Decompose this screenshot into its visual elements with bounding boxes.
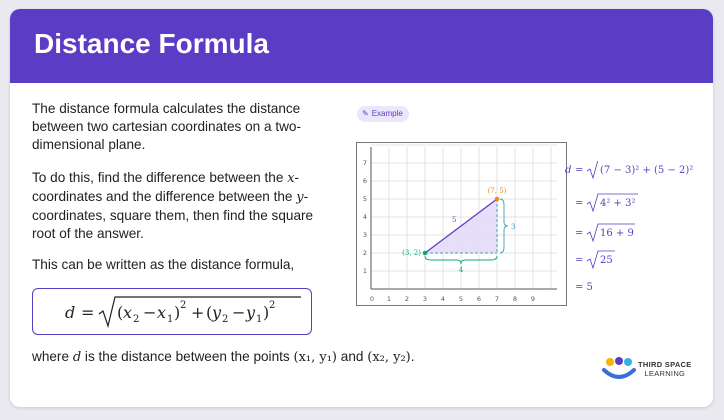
- method-text-a: To do this, find the difference between the: [32, 170, 288, 185]
- point-a-marker: [423, 251, 428, 256]
- coordinate-graph: [356, 142, 567, 306]
- formula-x2-sub: 2: [133, 314, 140, 325]
- third-space-logo-icon: [602, 356, 636, 382]
- example-badge-label: Example: [371, 109, 403, 118]
- x-tick-label: 8: [512, 295, 518, 303]
- y-tick-label: 1: [362, 267, 367, 275]
- step3-radicand: 16 + 9: [600, 228, 634, 239]
- intro-paragraph: The distance formula calculates the distance between two cartesian coordinates on a two-dimensional plane.: [32, 101, 302, 152]
- hypotenuse-length-label: 5: [452, 216, 457, 224]
- vertical-length-label: 3: [511, 223, 516, 231]
- step5-result: = 5: [575, 282, 593, 293]
- period-text: .: [410, 349, 415, 364]
- x-tick-label: 7: [494, 295, 500, 303]
- method-paragraph: [32, 169, 332, 243]
- x-tick-label: 2: [404, 295, 410, 303]
- point-2-notation: (x₂, y₂): [367, 350, 411, 365]
- step2-equals: =: [575, 198, 584, 209]
- y-variable: y: [296, 190, 304, 205]
- definition-sentence: [32, 349, 415, 365]
- step1-radicand: (7 − 3)² + (5 − 2)²: [600, 165, 694, 176]
- y-tick-label: 6: [362, 177, 367, 185]
- step1-d: d: [565, 165, 572, 176]
- x-tick-label: 4: [440, 295, 446, 303]
- step3-equals: =: [575, 228, 584, 239]
- logo-line-2: LEARNING: [644, 369, 686, 378]
- solution-steps: [565, 161, 713, 311]
- formula-square-1: 2: [180, 300, 187, 311]
- x-variable: x: [287, 171, 295, 186]
- page-title: Distance Formula: [34, 28, 269, 59]
- distance-between-text: is the distance between the points: [81, 349, 294, 364]
- where-text: where: [32, 349, 73, 364]
- formula-x1: x: [157, 303, 167, 322]
- formula-square-2: 2: [269, 300, 276, 311]
- pencil-icon: ✎: [362, 109, 369, 118]
- example-badge: [357, 106, 409, 122]
- y-tick-label: 4: [362, 213, 367, 221]
- formula-x2: x: [123, 303, 133, 322]
- formula-x1-sub: 1: [167, 314, 174, 325]
- step1-equals: =: [575, 165, 584, 176]
- formula-equals: =: [81, 303, 95, 322]
- y-tick-label: 5: [362, 195, 367, 203]
- header-bar: [10, 9, 713, 83]
- point-b-label: (7, 5): [487, 187, 507, 195]
- point-b-marker: [495, 197, 500, 202]
- formula-y1-sub: 1: [256, 314, 263, 325]
- d-variable: d: [72, 350, 82, 365]
- formula-minus-2: −: [232, 303, 246, 322]
- x-tick-label: 1: [386, 295, 392, 303]
- y-tick-label: 2: [362, 249, 367, 257]
- distance-formula-box: [32, 288, 312, 335]
- graph-canvas: [357, 143, 566, 305]
- horizontal-length-label: 4: [458, 266, 464, 274]
- formula-paren-close-2: ): [263, 303, 270, 322]
- step4-radicand: 25: [600, 255, 613, 266]
- step2-radicand: 4² + 3²: [600, 198, 636, 209]
- logo-wordmark: [638, 360, 692, 378]
- method-text-c: -coordinates, square them, then find the square root of the answer.: [32, 189, 314, 241]
- point-1-notation: (x₁, y₁): [293, 350, 338, 365]
- formula-minus-1: −: [143, 303, 157, 322]
- formula-y1: y: [246, 303, 256, 322]
- method-text-b: -coordinates and the difference between the: [32, 170, 300, 204]
- distance-formula: [33, 289, 311, 334]
- y-tick-label: 3: [362, 231, 367, 239]
- step4-equals: =: [575, 255, 584, 266]
- formula-d: d: [65, 303, 76, 322]
- x-tick-label: 6: [476, 295, 482, 303]
- x-tick-label: 3: [422, 295, 428, 303]
- x-tick-label: 9: [530, 295, 536, 303]
- logo-line-1: THIRD SPACE: [638, 360, 692, 369]
- worked-solution: [565, 161, 713, 316]
- formula-paren-open-1: (: [117, 303, 124, 322]
- x-tick-label: 0: [369, 295, 375, 303]
- formula-y2: y: [212, 303, 222, 322]
- formula-plus: +: [191, 303, 205, 322]
- and-text: and: [337, 349, 368, 364]
- x-tick-label: 5: [458, 295, 464, 303]
- formula-intro-paragraph: This can be written as the distance formula,: [32, 257, 295, 272]
- point-a-label: (3, 2): [402, 249, 421, 257]
- vertical-brace: [500, 199, 508, 253]
- y-tick-label: 7: [362, 159, 367, 167]
- formula-y2-sub: 2: [222, 314, 229, 325]
- lesson-card: [10, 9, 713, 407]
- formula-paren-open-2: (: [206, 303, 213, 322]
- formula-paren-close-1: ): [174, 303, 181, 322]
